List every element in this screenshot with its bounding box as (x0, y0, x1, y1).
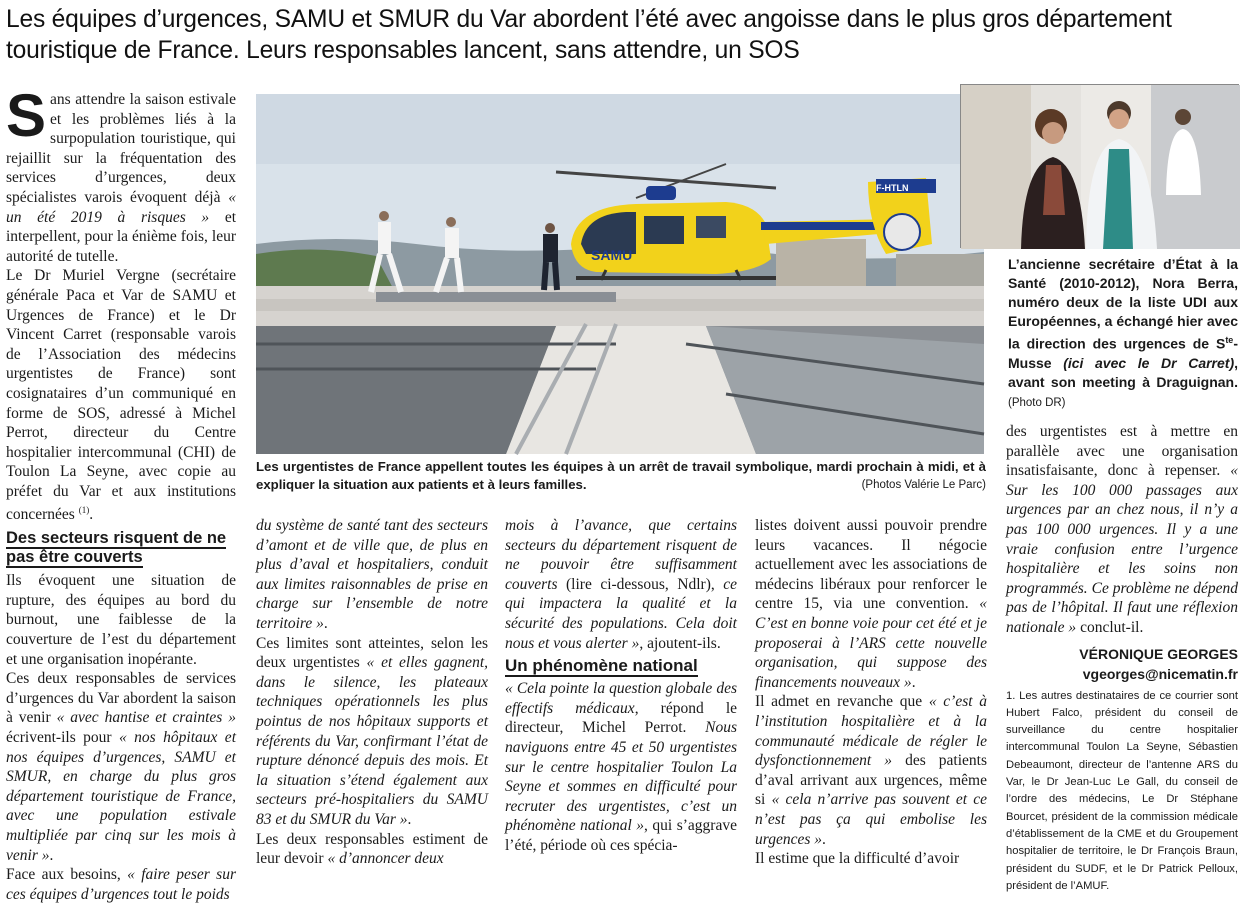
paragraph: Il estime que la difficulté d’avoir (755, 850, 960, 868)
footnote: 1. Les autres destinataires de ce courrier sont Hubert Falco, président du conseil de surveillance du centre hospitalier intercommunal Toulon La Seyne, Sébastien Debeaumont, directeur de l’antenne ARS du Var, le Dr Jean-Luc Le Gall, du conseil de l’ordre des médecins, Le Dr Stéphane Bourcet, président de la commission médicale d’établissement de la CME et du Groupement hospitalier de territoire, le Dr François Braun, président du SUDF, et le Dr Patrick Pelloux, président de l’AMUF. (1006, 689, 1238, 892)
text: . (89, 506, 94, 524)
column-1 (6, 82, 237, 904)
helicopter-illustration (256, 94, 984, 454)
subheading-national (505, 655, 737, 677)
quote: « C’est en bonne voie pour cet été et je proposerai à l’ARS cette nouvelle organisation, qui suppose des financements nouveaux » (755, 595, 987, 691)
text: des patients d’aval arrivant aux urgences, même si (755, 752, 987, 809)
text: . (911, 673, 916, 691)
superscript: te (1225, 335, 1234, 345)
column-2 (256, 516, 488, 869)
caption-text: , avant son meeting à Draguignan. (1008, 354, 1238, 390)
paragraph (6, 669, 236, 865)
paragraph (256, 830, 488, 869)
side-photo-caption (1008, 255, 1238, 413)
photo-credit: (Photo DR) (1008, 396, 1066, 409)
text: . (407, 810, 412, 828)
quote: « un été 2019 à risques » (6, 188, 236, 226)
quote: Nous naviguons entre 45 et 50 urgentistes sur le centre hospitalier Toulon La Seyne et sommes en difficulté pour recruter des urgentistes, c’est un phénomène national » (505, 719, 737, 835)
quote: « Sur les 100 000 passages aux urgences par an chez nous, il n’y a pas 100 000 urgences. Il y a une vraie confusion entre l’urgence hospitalière et les soins non programmés. Ce problème ne dépend pas de l’hôpital. Il faut une réflexion nationale » (1006, 462, 1238, 636)
author-email: vgeorges@nicematin.fr (1082, 665, 1238, 682)
quote: « cela n’arrive pas souvent et ce n’est pas ça qui embolise les urgences » (755, 791, 988, 848)
paragraph (755, 516, 987, 692)
paragraph-intro (6, 82, 237, 266)
text: . (323, 614, 328, 632)
quote: « et elles gagnent, dans le silence, les plateaux techniques opérationnels les plus pointus de nos hôpitaux supports et référents du Var, confirmant l’état de rupture dénoncé depuis des mois. Et la situation s’étend également aux secteurs pré-hospitaliers du SAMU 83 et du SMUR du Var » (256, 654, 488, 828)
paragraph (6, 865, 236, 904)
paragraph: Ils évoquent une situation de rupture, des équipes au bord du burnout, une faiblesse de la couverture de l’est du département et une organisation inopérante. (6, 572, 236, 668)
helicopter-photo (256, 94, 984, 454)
column-3 (505, 516, 737, 856)
text: écrivent-ils pour (6, 728, 119, 746)
quote: « c’est à l’institution hospitalière et à la communauté médicale de régler le dysfonctionnement » (755, 693, 988, 770)
text: , qui s’aggrave l’été, période où ces spécia- (505, 817, 737, 854)
text: . (49, 846, 54, 864)
text: listes doivent aussi pouvoir prendre leurs vacances. Il négocie actuellement avec les associations de médecins libéraux pour renforcer le centre 15, via une convention. (755, 517, 987, 613)
quote: ce qui impactera la qualité et la sécurité des populations. Cela doit nous et vous alerter » (505, 575, 737, 652)
text: Ces limites sont atteintes, selon les deux urgentistes (256, 634, 488, 672)
text: conclut-il. (1076, 618, 1144, 636)
quote: « faire peser sur ces équipes d’urgences tout le poids (6, 866, 237, 903)
text: et interpellent, pour la énième fois, leur autorité de tutelle. (6, 208, 237, 265)
paragraph (256, 634, 488, 830)
text: Ces deux responsables de services d’urgences du Var abordent la saison à venir (6, 670, 236, 727)
quote: « nos hôpitaux et nos équipes d’urgences, SAMU et SMUR, en charge du plus gros département touristique de France, avec une population estivale multipliée par cinq sur les mois à venir » (6, 728, 236, 864)
caption-text: -Musse (1008, 335, 1238, 371)
caption-italic: (ici avec le Dr Carret) (1063, 354, 1235, 371)
helicopter-registration: F-HTLN (876, 183, 909, 193)
drop-cap: S (6, 82, 47, 149)
text: Il admet en revanche que (755, 693, 929, 711)
side-photo (960, 84, 1239, 248)
paragraph (256, 516, 488, 634)
main-photo-caption (256, 458, 986, 494)
paragraph (505, 679, 737, 855)
quote: « Cela pointe la question globale des effectifs médicaux (505, 680, 737, 717)
text: (lire ci-dessous, Ndlr), (557, 575, 724, 593)
text: , répond le directeur, Michel Perrot. (505, 699, 738, 737)
paragraph (1006, 422, 1238, 638)
text: , ajoutent-ils. (639, 634, 721, 652)
author-name: VÉRONIQUE GEORGES (1079, 645, 1238, 662)
caption-text: L’ancienne secrétaire d’État à la Santé (2010-2012), Nora Berra, numéro deux de la liste UDI aux Européennes, a échangé hier avec la direction des urgences de S (1008, 256, 1238, 352)
interview-illustration (961, 85, 1240, 249)
text: Les deux responsables estiment de leur devoir (256, 830, 488, 868)
subheading-text: Un phénomène national (505, 656, 698, 676)
paragraph (755, 692, 987, 849)
quote: mois à l’avance, que certains secteurs du département risquent de ne pouvoir être suffisamment couverts (505, 517, 737, 593)
text: Face aux besoins, (6, 866, 128, 884)
paragraph (505, 516, 737, 653)
photo-credit: (Photos Valérie Le Parc) (861, 479, 986, 491)
quote: « d’annoncer deux (327, 850, 444, 868)
text: des urgentistes est à mettre en parallèle avec une organisation insatisfaisante, donc à repenser. (1006, 423, 1238, 480)
column-4 (755, 516, 987, 869)
helicopter-label: SAMU (591, 247, 633, 263)
subheading-text: Des secteurs risquent de ne pas être couverts (6, 529, 227, 567)
headline: Les équipes d’urgences, SAMU et SMUR du Var abordent l’été avec angoisse dans le plus gros département touristique de France. Leurs responsables lancent, sans attendre, un SOS (6, 6, 1172, 64)
footnote-ref: (1) (78, 505, 90, 516)
quote: « avec hantise et craintes » (56, 709, 236, 727)
quote: du système de santé tant des secteurs d’amont et de ville que, de plus en plus d’aval et hospitaliers, conduit aux limites raisonnables de prise en charge sur l’ensemble de notre territoire » (256, 517, 488, 632)
column-5 (1006, 422, 1238, 895)
caption-text: Les urgentistes de France appellent toutes les équipes à un arrêt de travail symbolique, mardi prochain à midi, et à expliquer la situation aux patients et à leurs familles. (256, 459, 986, 492)
text: ans attendre la saison estivale et les problèmes liés à la surpopulation touristique, qui rejaillit sur la fréquentation des services d’urgences, deux spécialistes varois évoquent déjà (6, 91, 236, 206)
subheading-sectors (6, 529, 236, 567)
text: . (822, 830, 826, 848)
paragraph (6, 266, 236, 525)
text: Le Dr Muriel Vergne (secrétaire générale Paca et Var de SAMU et Urgences de France) et le Dr Vincent Carret (responsable varois de l’Association des médecins urgentistes de France) sont cosignataires d’un communiqué en forme de SOS, adressé à Michel Perrot, directeur du Centre hospitalier intercommunal (CHI) de Toulon La Seyne, avec copie au préfet du Var et aux institutions concernées (6, 267, 236, 524)
